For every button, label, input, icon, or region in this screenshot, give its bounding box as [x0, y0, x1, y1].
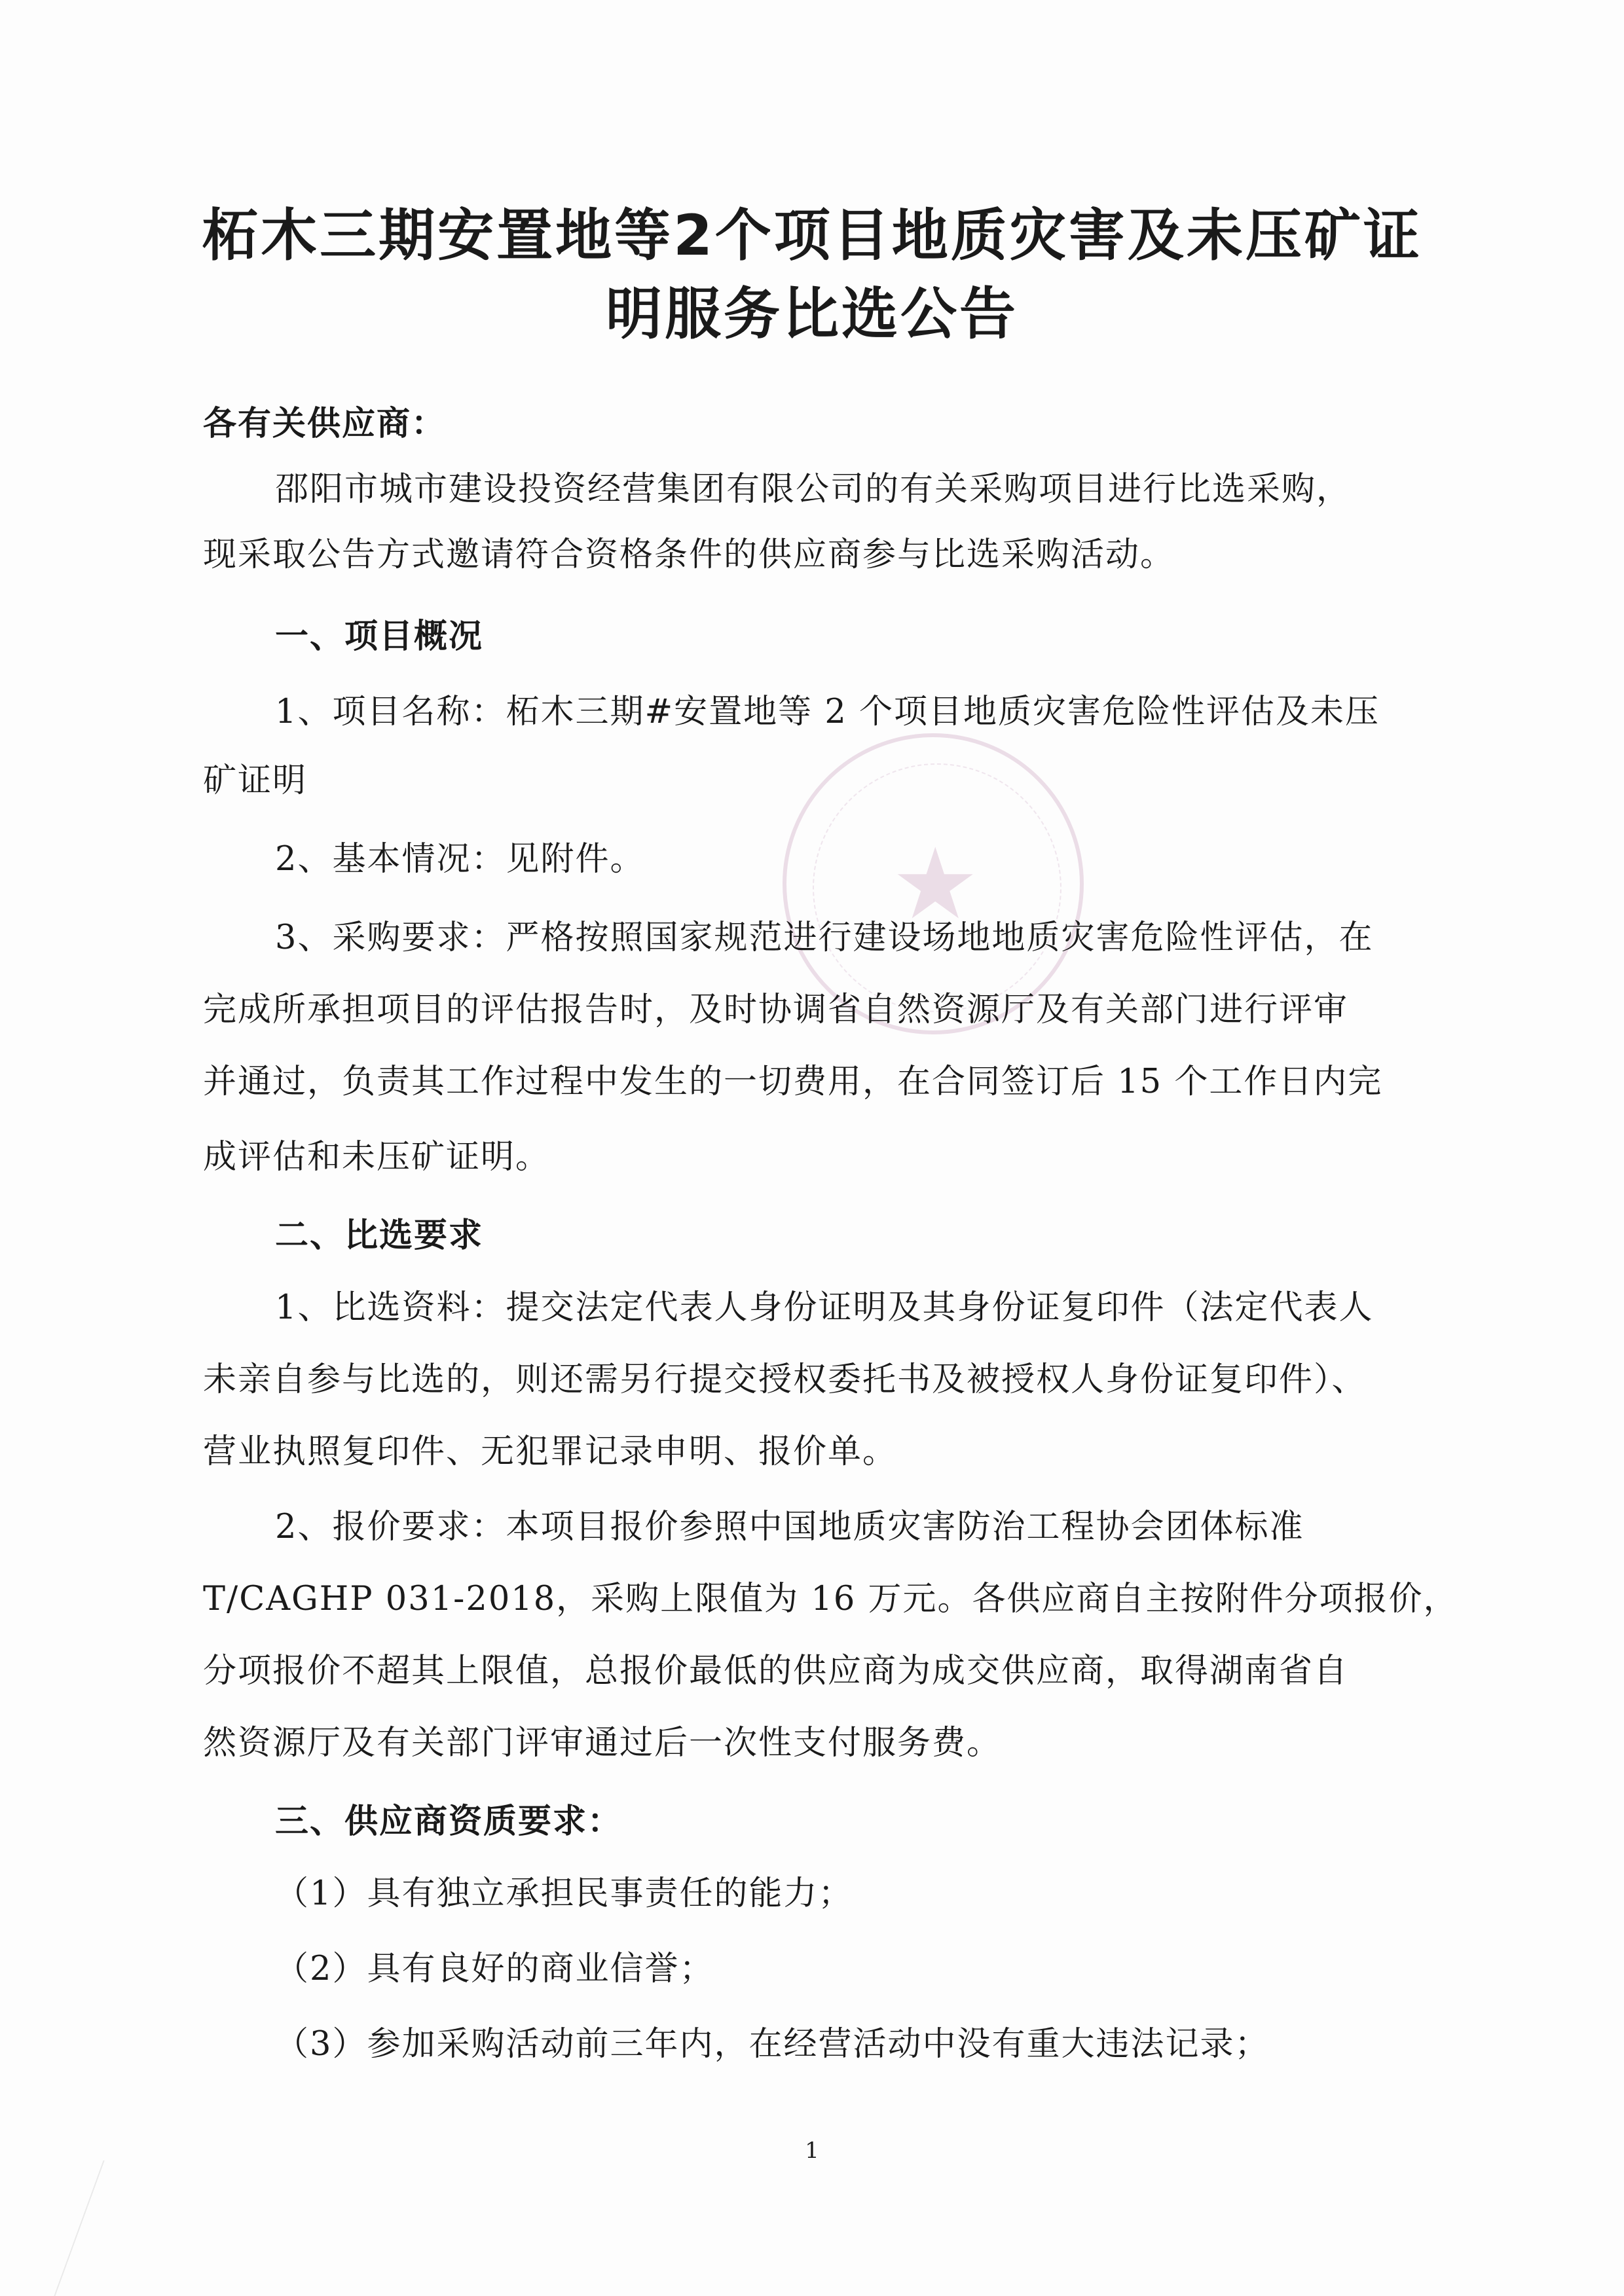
section-2-item-1-line-2: 未亲自参与比选的，则还需另行提交授权委托书及被授权人身份证复印件）、: [203, 1360, 1367, 1399]
document-title-line-2: 明服务比选公告: [606, 282, 1018, 347]
section-2-item-1-line-3: 营业执照复印件、无犯罪记录申明、报价单。: [203, 1432, 898, 1471]
intro-line-2: 现采取公告方式邀请符合资格条件的供应商参与比选采购活动。: [203, 536, 1175, 574]
scan-edge-mark: [0, 2160, 105, 2296]
section-1-item-3-line-2: 完成所承担项目的评估报告时，及时协调省自然资源厅及有关部门进行评审: [203, 991, 1349, 1029]
salutation: 各有关供应商：: [203, 405, 447, 443]
section-2-item-2-line-4: 然资源厅及有关部门评审通过后一次性支付服务费。: [203, 1724, 1002, 1762]
page-number: 1: [805, 2138, 819, 2164]
intro-line-1: 邵阳市城市建设投资经营集团有限公司的有关采购项目进行比选采购，: [275, 470, 1352, 509]
section-1-item-1-line-1: 1、项目名称：柘木三期#安置地等 2 个项目地质灾害危险性评估及未压: [275, 693, 1380, 731]
section-3-heading: 三、供应商资质要求：: [275, 1802, 623, 1841]
section-1-heading: 一、项目概况: [275, 617, 484, 656]
section-2-item-2-line-1: 2、报价要求：本项目报价参照中国地质灾害防治工程协会团体标准: [275, 1508, 1304, 1546]
section-2-item-2-line-2: T/CAGHP 031-2018，采购上限值为 16 万元。各供应商自主按附件分项报价，: [203, 1580, 1458, 1618]
section-1-item-2: 2、基本情况：见附件。: [275, 840, 645, 879]
seal-star-icon: ★: [891, 828, 980, 941]
document-title-line-1: 柘木三期安置地等2个项目地质灾害及未压矿证: [202, 203, 1422, 268]
section-3-item-1: （1）具有独立承担民事责任的能力；: [275, 1874, 853, 1913]
section-1-item-1-line-2: 矿证明: [203, 761, 308, 800]
section-1-item-3-line-3: 并通过，负责其工作过程中发生的一切费用，在合同签订后 15 个工作日内完: [203, 1063, 1383, 1101]
section-1-item-3-line-4: 成评估和未压矿证明。: [203, 1138, 551, 1176]
section-3-item-2: （2）具有良好的商业信誉；: [275, 1950, 714, 1988]
section-2-heading: 二、比选要求: [275, 1216, 484, 1255]
section-1-item-3-line-1: 3、采购要求：严格按照国家规范进行建设场地地质灾害危险性评估，在: [275, 919, 1374, 957]
section-2-item-2-line-3: 分项报价不超其上限值，总报价最低的供应商为成交供应商，取得湖南省自: [203, 1652, 1349, 1690]
section-2-item-1-line-1: 1、比选资料：提交法定代表人身份证明及其身份证复印件（法定代表人: [275, 1288, 1374, 1327]
section-3-item-3: （3）参加采购活动前三年内，在经营活动中没有重大违法记录；: [275, 2025, 1270, 2064]
